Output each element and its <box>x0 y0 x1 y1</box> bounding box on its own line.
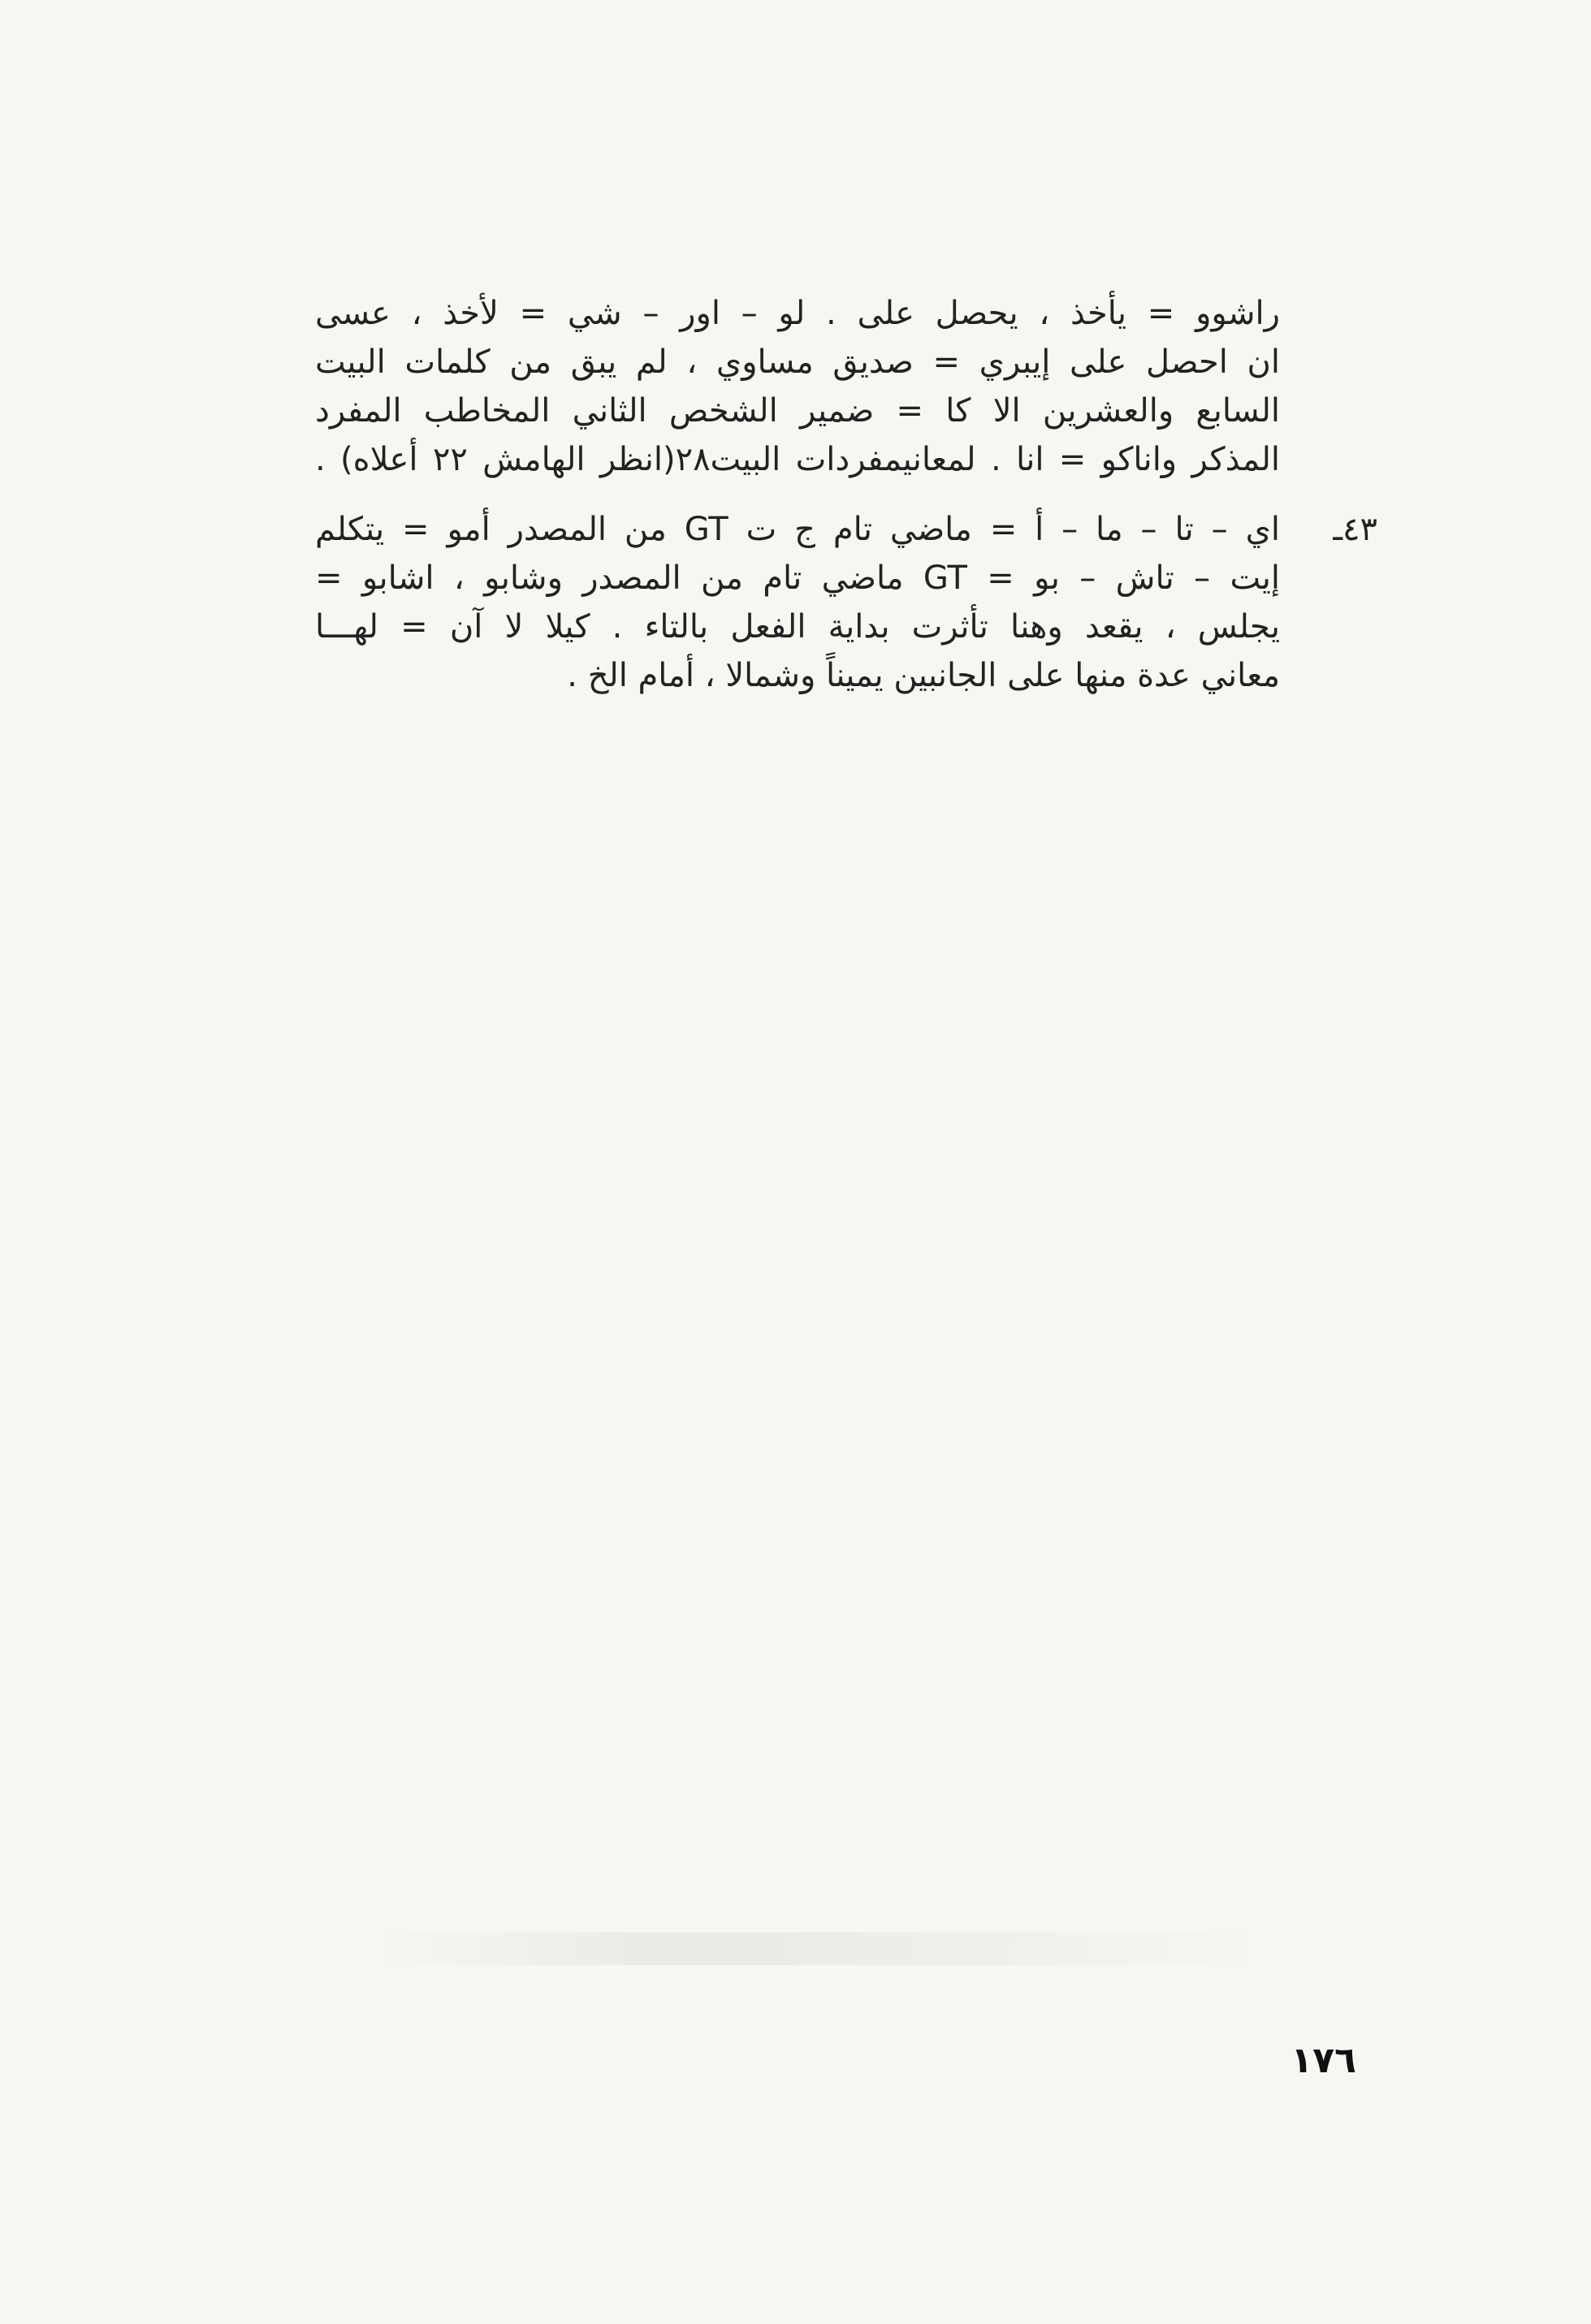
footnote-line: إيت – تاش – بو = GT ماضي تام من المصدر وشابو ، اشابو = <box>315 559 1280 597</box>
footnote-line: معاني عدة منها على الجانبين يميناً وشمالا ، أمام الخ . <box>567 657 1280 694</box>
continuation-paragraph <box>315 289 1280 484</box>
footnote-43-text <box>315 505 1280 700</box>
paragraph-line: المذكر واناكو = انا . لمعانيمفردات البيت٢٨(انظر الهامش ٢٢ أعلاه) . <box>315 441 1281 478</box>
paragraph-line: ان احصل على إيبري = صديق مساوي ، لم يبق من كلمات البيت <box>315 343 1280 381</box>
paragraph-line: راشوو = يأخذ ، يحصل على . لو – اور – شي = لأخذ ، عسى <box>315 295 1280 332</box>
footnote-number: ٤٣ـ <box>1333 511 1377 548</box>
paragraph-line: السابع والعشرين الا كا = ضمير الشخص الثاني المخاطب المفرد <box>315 392 1280 430</box>
footnote-line: اي – تا – ما – أ = ماضي تام ج ت GT من المصدر أمو = يتكلم <box>315 511 1280 548</box>
footnote-line: يجلس ، يقعد وهنا تأثرت بداية الفعل بالتاء . كيلا لا آن = لهـــا <box>315 608 1280 646</box>
page-number: ١٧٦ <box>1291 2040 1356 2081</box>
show-through-smudge <box>374 1933 1267 1965</box>
